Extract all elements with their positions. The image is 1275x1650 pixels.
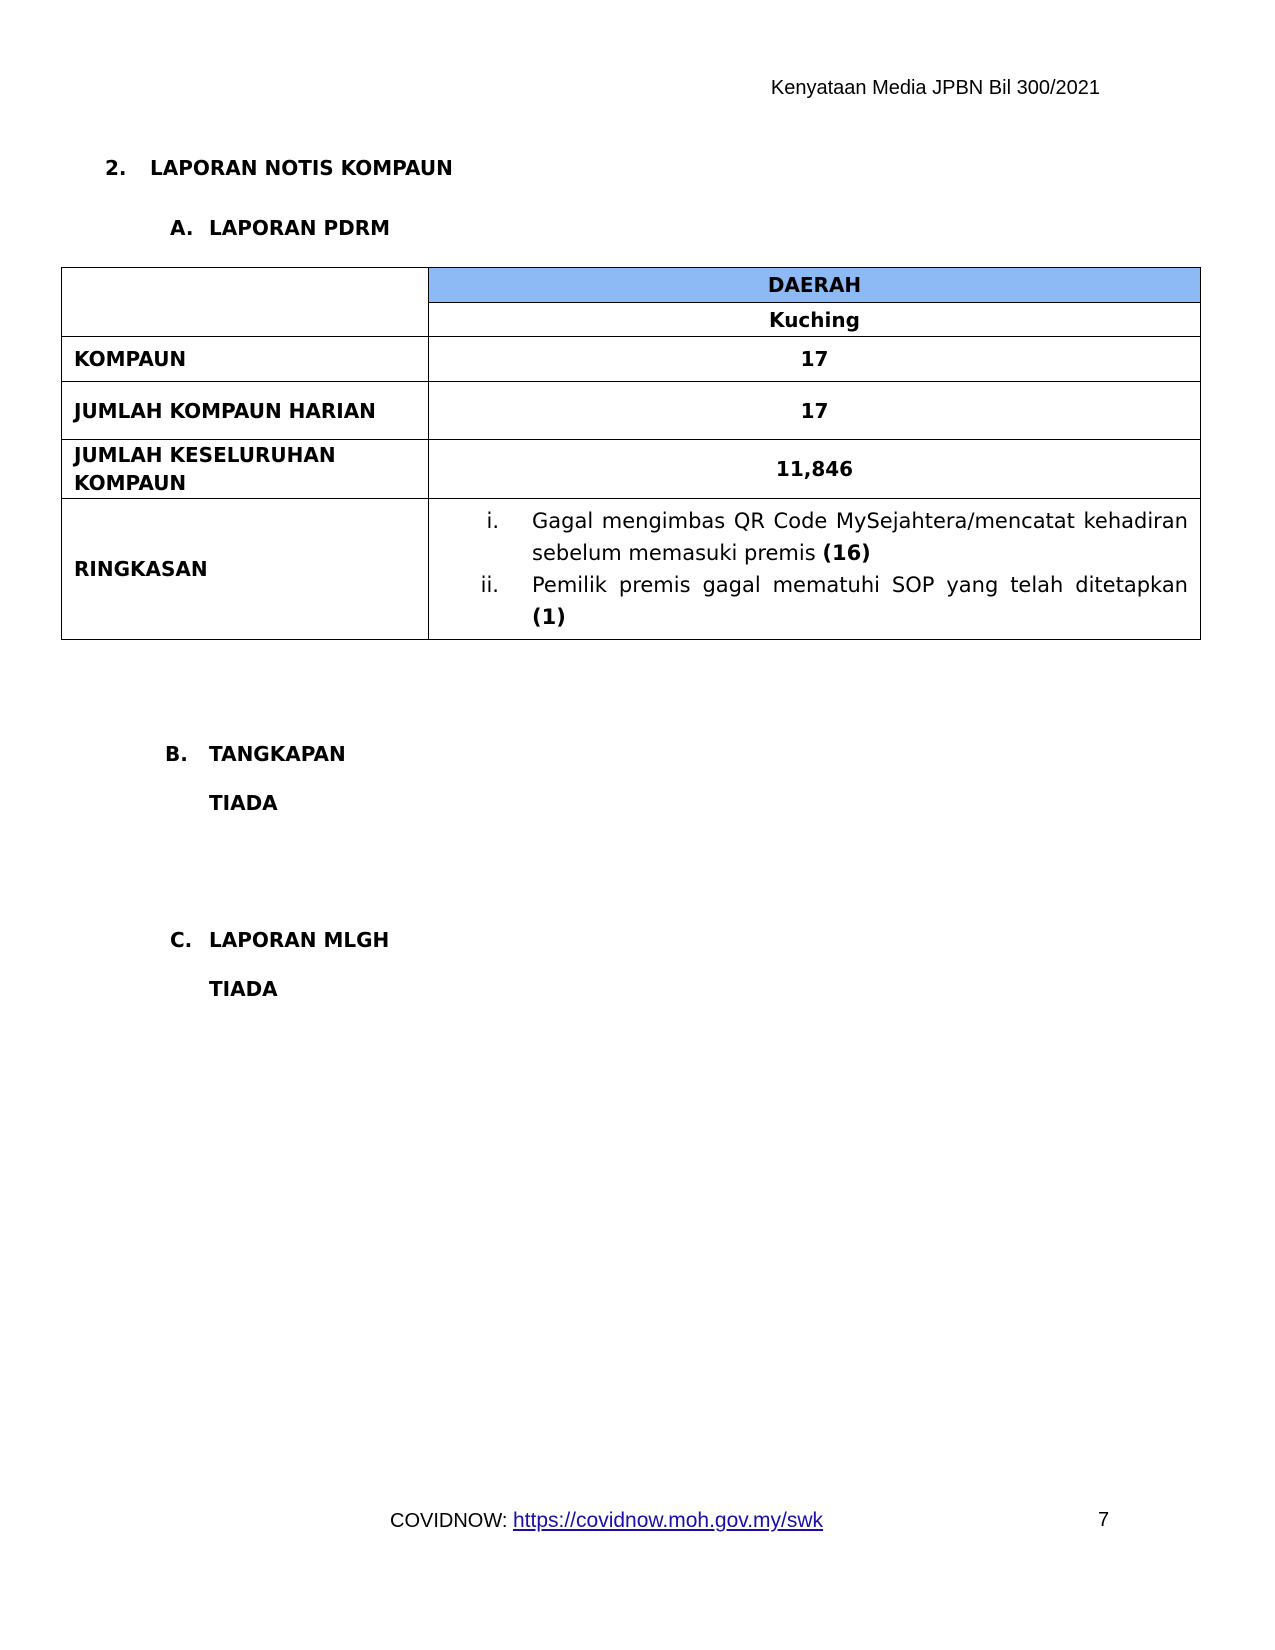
row-label-kompaun: KOMPAUN <box>62 337 429 382</box>
list-item-text: Pemilik premis gagal mematuhi SOP yang telah ditetapkan <box>532 573 1188 597</box>
row-label-harian: JUMLAH KOMPAUN HARIAN <box>62 382 429 440</box>
subsection-a-letter: A. <box>170 216 194 240</box>
table-row <box>62 499 1201 640</box>
list-marker: i. <box>486 509 499 533</box>
subsection-b-letter: B. <box>165 742 188 766</box>
table-row <box>62 440 1201 499</box>
footer <box>390 1509 823 1533</box>
subsection-c-title: LAPORAN MLGH <box>209 928 390 952</box>
row-label-ringkasan: RINGKASAN <box>62 499 429 640</box>
section-number: 2. <box>105 156 127 180</box>
summary-list <box>441 505 1188 633</box>
subsection-b-content: TIADA <box>209 791 278 815</box>
ringkasan-cell <box>429 499 1201 640</box>
row-label-keseluruhan-line2: KOMPAUN <box>74 471 187 495</box>
covidnow-link[interactable]: https://covidnow.moh.gov.my/swk <box>512 1509 824 1532</box>
subsection-a-title: LAPORAN PDRM <box>209 216 391 240</box>
subsection-b-title: TANGKAPAN <box>209 742 346 766</box>
row-value-keseluruhan: 11,846 <box>429 440 1201 499</box>
subsection-c-letter: C. <box>170 928 193 952</box>
footer-label: COVIDNOW: <box>390 1510 508 1532</box>
row-label-keseluruhan-line1: JUMLAH KESELURUHAN <box>74 443 336 467</box>
row-label-keseluruhan <box>62 440 429 499</box>
pdrm-report-table <box>61 267 1201 640</box>
header-reference: Kenyataan Media JPBN Bil 300/2021 <box>770 77 1100 99</box>
section-title: LAPORAN NOTIS KOMPAUN <box>150 156 453 180</box>
list-item-count: (16) <box>822 541 871 565</box>
list-item-text: Gagal mengimbas QR Code MySejahtera/mencatat kehadiran sebelum memasuki premis <box>532 509 1188 565</box>
district-name: Kuching <box>429 303 1201 337</box>
list-item <box>441 505 1188 569</box>
daerah-header: DAERAH <box>429 268 1201 303</box>
list-item <box>441 569 1188 633</box>
page-number: 7 <box>1098 1509 1110 1531</box>
table-row <box>62 337 1201 382</box>
list-marker: ii. <box>480 573 499 597</box>
table-corner-cell <box>62 268 429 337</box>
subsection-c-content: TIADA <box>209 977 278 1001</box>
table-row <box>62 382 1201 440</box>
list-item-count: (1) <box>532 605 566 629</box>
row-value-kompaun: 17 <box>429 337 1201 382</box>
row-value-harian: 17 <box>429 382 1201 440</box>
